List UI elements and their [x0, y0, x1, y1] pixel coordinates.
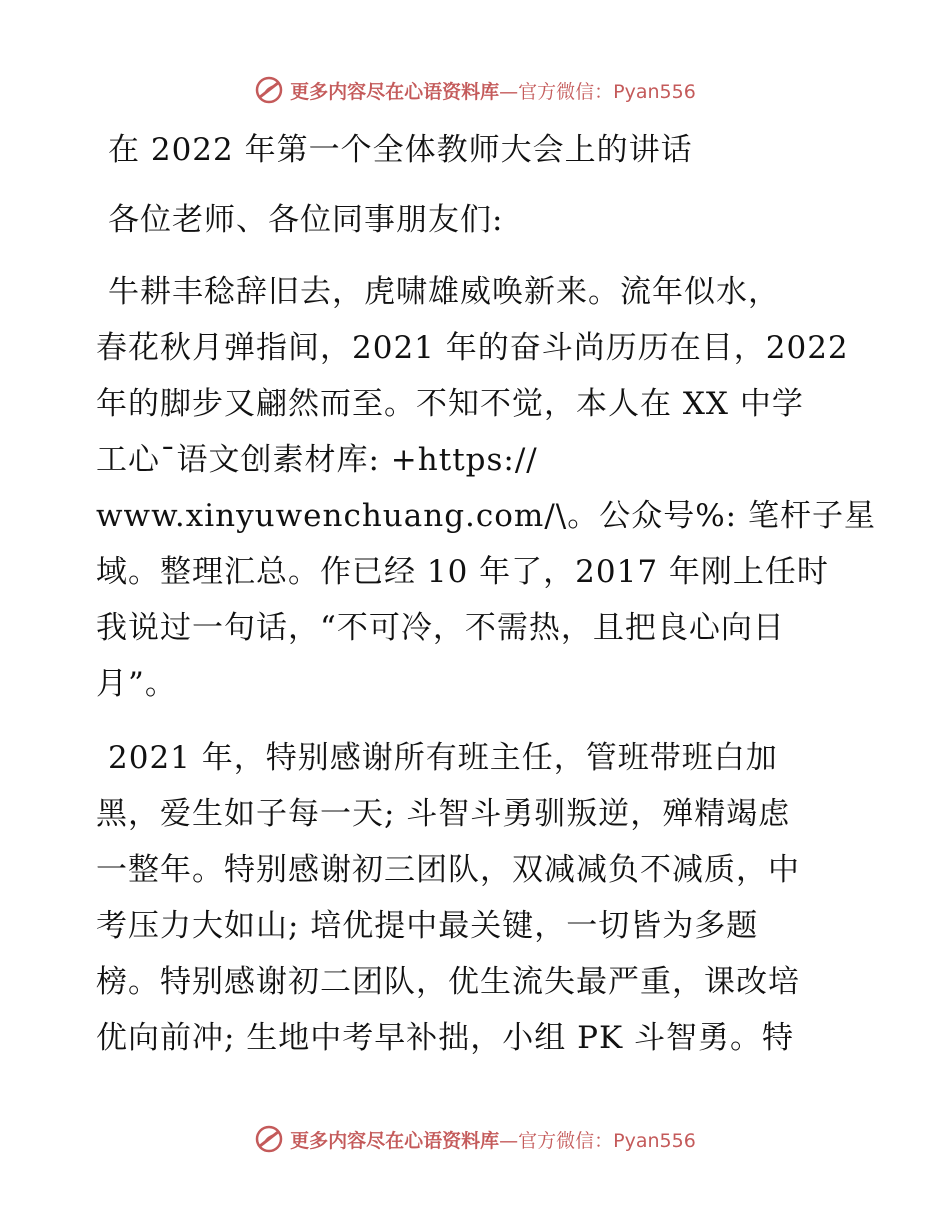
document-body [96, 122, 876, 1066]
paragraph-2 [96, 730, 866, 1066]
paragraph-line: 考压力大如山; 培优提中最关键，一切皆为多题 [96, 908, 759, 944]
paragraph-line: 月”。 [96, 666, 177, 702]
paragraph-line: 年的脚步又翩然而至。不知不觉，本人在 XX 中学 [96, 386, 804, 422]
paragraph-line: 春花秋月弹指间，2021 年的奋斗尚历历在目，2022 [96, 330, 849, 366]
paragraph-1 [96, 264, 876, 712]
watermark-contact-text: —官方微信：Pyan556 [499, 1129, 696, 1152]
brand-logo-icon [254, 75, 284, 105]
paragraph-line: 域。整理汇总。作已经 10 年了，2017 年刚上任时 [96, 554, 829, 590]
footer-watermark [0, 1119, 950, 1159]
brand-logo-icon [254, 1124, 284, 1154]
watermark-brand-text: 更多内容尽在心语资料库 [290, 1129, 500, 1152]
greeting: 各位老师、各位同事朋友们: [108, 202, 504, 238]
paragraph-line: www.xinyuwenchuang.com/\。公众号%: 笔杆子星 [96, 498, 876, 534]
paragraph-line: 工心¯语文创素材库: +https:// [96, 442, 538, 478]
paragraph-line: 我说过一句话，“不可冷，不需热，且把良心向日 [96, 610, 785, 646]
paragraph-line: 优向前冲; 生地中考早补拙，小组 PK 斗智勇。特 [96, 1020, 795, 1056]
watermark-brand-text: 更多内容尽在心语资料库 [290, 80, 500, 103]
watermark-contact-text: —官方微信：Pyan556 [499, 80, 696, 103]
paragraph-line: 榜。特别感谢初二团队，优生流失最严重，课改培 [96, 964, 800, 1000]
header-watermark [0, 70, 950, 110]
paragraph-line: 牛耕丰稔辞旧去，虎啸雄威唤新来。流年似水， [108, 274, 780, 310]
document-title: 在 2022 年第一个全体教师大会上的讲话 [108, 132, 693, 168]
paragraph-line: 黑，爱生如子每一天; 斗智斗勇驯叛逆，殚精竭虑 [96, 796, 791, 832]
paragraph-line: 2021 年，特别感谢所有班主任，管班带班白加 [108, 740, 778, 776]
paragraph-line: 一整年。特别感谢初三团队，双减减负不减质，中 [96, 852, 800, 888]
